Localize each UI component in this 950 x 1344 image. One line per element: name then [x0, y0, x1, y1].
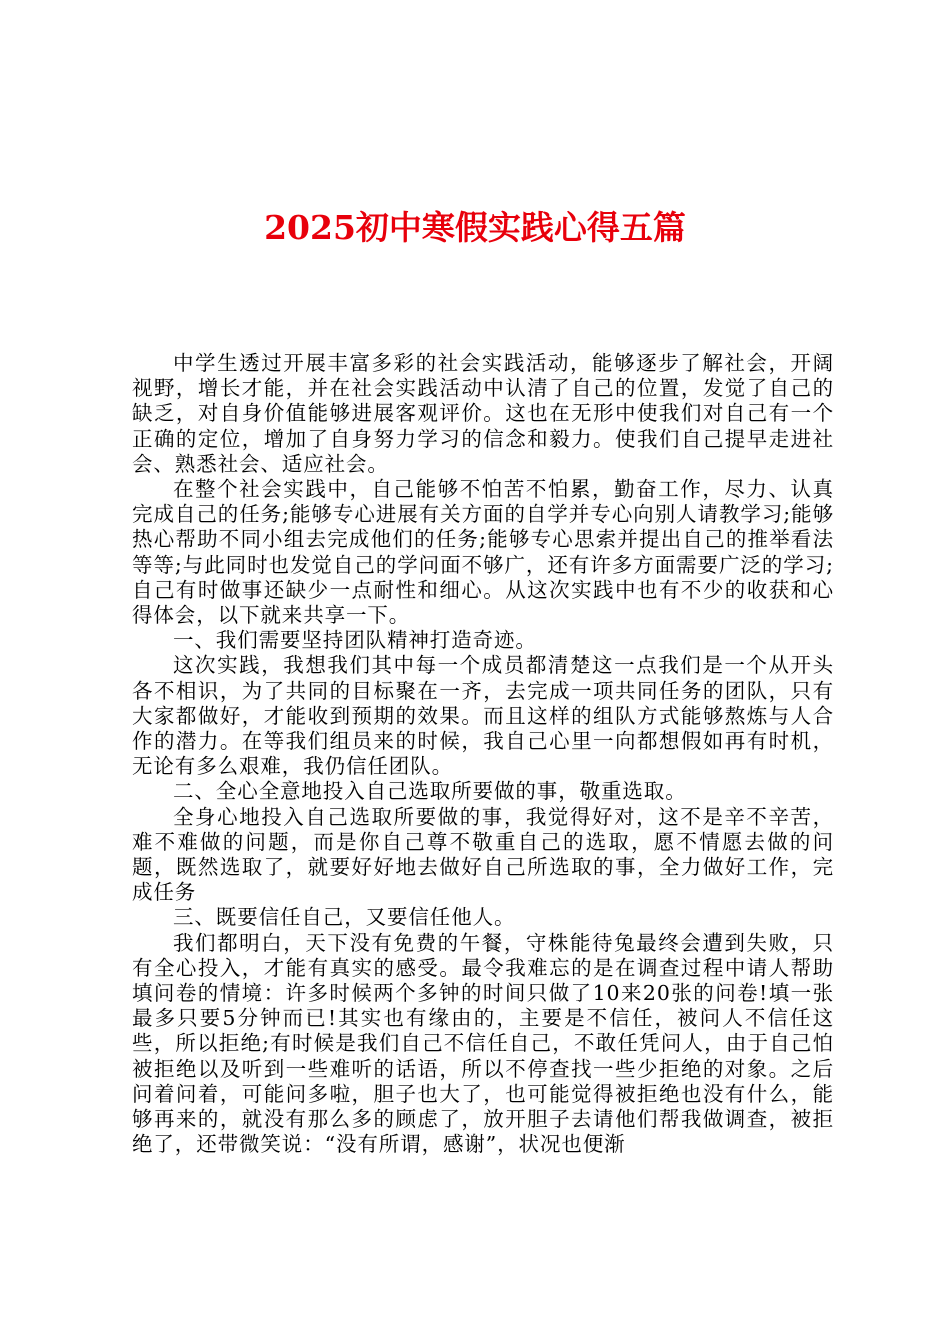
document-title: 2025初中寒假实践心得五篇: [264, 208, 686, 247]
paragraph-practice: 在整个社会实践中，自己能够不怕苦不怕累，勤奋工作，尽力、认真完成自己的任务;能够专心进展有关方面的自学并专心向别人请教学习;能够热心帮助不同小组去完成他们的任务;能够专心思索并提出自己的推举看法等等;与此同时也发觉自己的学问面不够广，还有许多方面需要广泛的学习;自己有时做事还缺少一点耐性和细心。从这次实践中也有不少的收获和心得体会，以下就来共享一下。: [132, 477, 834, 628]
document-body: [132, 351, 834, 1158]
heading-point-1: 一、我们需要坚持团队精神打造奇迹。: [173, 628, 537, 653]
heading-point-3: 三、既要信任自己，又要信任他人。: [173, 905, 516, 930]
paragraph-intro: 中学生透过开展丰富多彩的社会实践活动，能够逐步了解社会，开阔视野，增长才能，并在社会实践活动中认清了自己的位置，发觉了自己的缺乏，对自身价值能够进展客观评价。这也在无形中使我们对自己有一个正确的定位，增加了自身努力学习的信念和毅力。使我们自己提早走进社会、熟悉社会、适应社会。: [132, 351, 834, 476]
paragraph-point-2: 全身心地投入自己选取所要做的事，我觉得好对，这不是辛不辛苦，难不难做的问题，而是你自己尊不敬重自己的选取，愿不情愿去做的问题，既然选取了，就要好好地去做好自己所选取的事，全力做好工作，完成任务: [132, 804, 834, 905]
heading-point-2: 二、全心全意地投入自己选取所要做的事，敬重选取。: [173, 779, 687, 804]
paragraph-point-1: 这次实践，我想我们其中每一个成员都清楚这一点我们是一个从开头各不相识，为了共同的目标聚在一齐，去完成一项共同任务的团队，只有大家都做好，才能收到预期的效果。而且这样的组队方式能够熬炼与人合作的潜力。在等我们组员来的时候，我自己心里一向都想假如再有时机，无论有多么艰难，我仍信任团队。: [132, 653, 834, 779]
paragraph-point-3: 我们都明白，天下没有免费的午餐，守株能待兔最终会遭到失败，只有全心投入，才能有真实的感受。最令我难忘的是在调查过程中请人帮助填问卷的情境：许多时候两个多钟的时间只做了10来20张的问卷!填一张最多只要5分钟而已!其实也有缘由的，主要是不信任，被问人不信任这些，所以拒绝;有时候是我们自己不信任自己，不敢任凭问人，由于自己怕被拒绝以及听到一些难听的话语，所以不停查找一些少拒绝的对象。之后问着问着，可能问多啦，胆子也大了，也可能觉得被拒绝也没有什么，能够再来的，就没有那么多的顾虑了，放开胆子去请他们帮我做调查，被拒绝了，还带微笑说：“没有所谓，感谢”，状况也便渐: [132, 930, 834, 1157]
